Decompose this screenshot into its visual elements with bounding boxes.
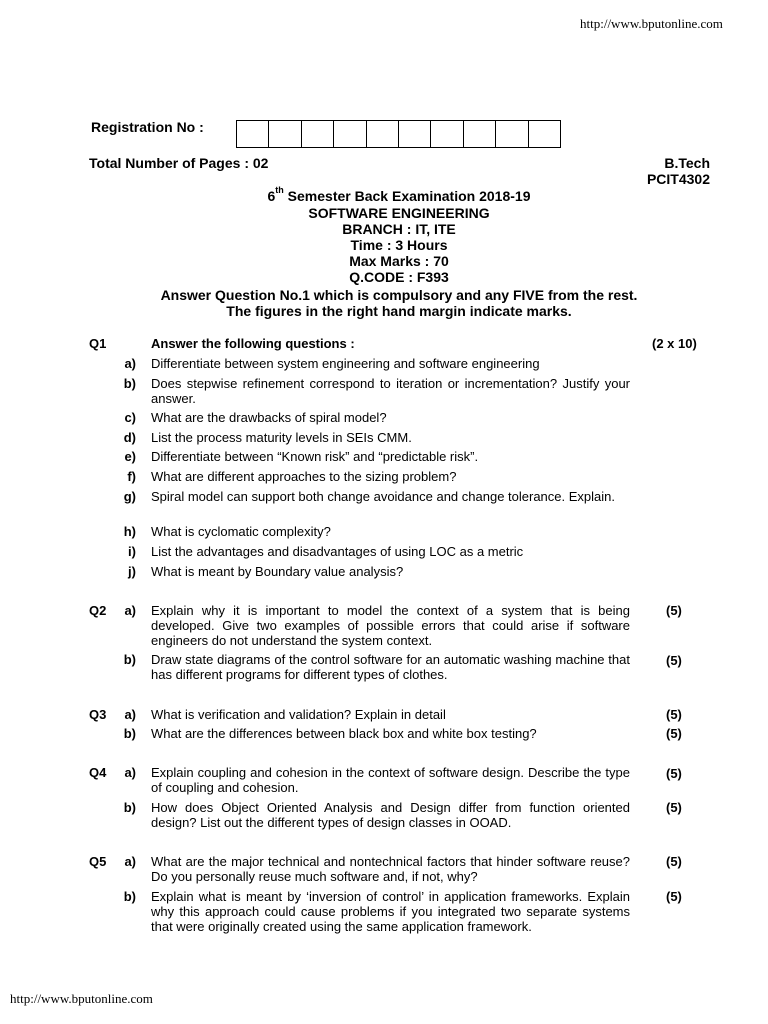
q1-marks: (2 x 10) — [652, 336, 697, 351]
q1-item-label: i) — [128, 544, 136, 559]
q4-part-label: b) — [123, 800, 136, 815]
q4-part-label: a) — [124, 765, 136, 780]
q1-item-text: Differentiate between “Known risk” and “predictable risk”. — [151, 449, 479, 464]
q1-item-text: What is cyclomatic complexity? — [151, 524, 331, 539]
q1-heading: Answer the following questions : — [151, 336, 355, 351]
q1-number: Q1 — [89, 336, 107, 351]
q3-part-text: What is verification and validation? Explain in detail — [151, 707, 446, 722]
q4-part-text: How does Object Oriented Analysis and Design differ from function oriented design? List out the different types of design classes in OOAD. — [151, 800, 630, 830]
q3-number: Q3 — [89, 707, 107, 722]
q1-item-label: e) — [124, 449, 136, 464]
q3-part-label: a) — [124, 707, 136, 722]
q1-item-label: h) — [123, 524, 136, 539]
header-url[interactable]: http://www.bputonline.com — [580, 16, 723, 31]
q2-part-text: Explain why it is important to model the context of a system that is being developed. Give two examples of possible errors that could arise if software engineers do not understand the system context. — [151, 603, 630, 648]
q2-part-label: a) — [124, 603, 136, 618]
q4-part-marks: (5) — [666, 766, 682, 781]
registration-box — [334, 121, 366, 147]
time: Time : 3 Hours — [350, 237, 448, 253]
q4-part-text: Explain coupling and cohesion in the context of software design. Describe the type of coupling and cohesion. — [151, 765, 630, 795]
registration-label: Registration No : — [91, 119, 204, 135]
q5-part-text: Explain what is meant by ‘inversion of control’ in application frameworks. Explain why this approach could cause problems if you integrated two separate systems that were originally created using the same application framework. — [151, 889, 630, 934]
q1-item-text: List the process maturity levels in SEIs CMM. — [151, 430, 412, 445]
q1-item-text: What are the drawbacks of spiral model? — [151, 410, 387, 425]
q1-item-text: Spiral model can support both change avoidance and change tolerance. Explain. — [151, 489, 615, 504]
registration-box — [302, 121, 334, 147]
q1-item-text: Does stepwise refinement correspond to iteration or incrementation? Justify your answer. — [151, 376, 630, 406]
registration-box — [269, 121, 301, 147]
q3-part-text: What are the differences between black box and white box testing? — [151, 726, 537, 741]
q1-item-text: Differentiate between system engineering and software engineering — [151, 356, 540, 371]
registration-boxes — [236, 120, 561, 148]
q5-part-label: b) — [123, 889, 136, 904]
q1-item-label: a) — [124, 356, 136, 371]
course-code: PCIT4302 — [646, 171, 710, 187]
q1-item-label: b) — [123, 376, 136, 391]
q5-part-text: What are the major technical and nontechnical factors that hinder software reuse? Do you personally reuse much software and, if not, why? — [151, 854, 630, 884]
q1-item-label: c) — [124, 410, 136, 425]
q2-part-label: b) — [123, 652, 136, 667]
q3-part-marks: (5) — [666, 707, 682, 722]
q3-part-marks: (5) — [666, 726, 682, 741]
q5-number: Q5 — [89, 854, 107, 869]
registration-box — [431, 121, 463, 147]
registration-box — [529, 121, 560, 147]
q1-item-label: g) — [123, 489, 136, 504]
semester-line: 6th Semester Back Examination 2018-19 — [267, 185, 531, 204]
q1-item-text: List the advantages and disadvantages of using LOC as a metric — [151, 544, 524, 559]
q1-item-label: j) — [128, 564, 136, 579]
q2-number: Q2 — [89, 603, 107, 618]
degree: B.Tech — [664, 155, 710, 171]
q2-part-marks: (5) — [666, 653, 682, 668]
total-pages: Total Number of Pages : 02 — [89, 155, 269, 171]
subject-title: SOFTWARE ENGINEERING — [308, 205, 490, 221]
max-marks: Max Marks : 70 — [349, 253, 449, 269]
registration-box — [496, 121, 528, 147]
q5-part-label: a) — [124, 854, 136, 869]
q5-part-marks: (5) — [666, 854, 682, 869]
q4-number: Q4 — [89, 765, 107, 780]
q2-part-text: Draw state diagrams of the control software for an automatic washing machine that has different programs for different types of clothes. — [151, 652, 630, 682]
footer-url[interactable]: http://www.bputonline.com — [10, 991, 153, 1006]
registration-box — [367, 121, 399, 147]
branch: BRANCH : IT, ITE — [342, 221, 456, 237]
qcode: Q.CODE : F393 — [349, 269, 449, 285]
instruction-1: Answer Question No.1 which is compulsory and any FIVE from the rest. — [160, 287, 638, 303]
registration-box — [399, 121, 431, 147]
q2-part-marks: (5) — [666, 603, 682, 618]
q3-part-label: b) — [123, 726, 136, 741]
q1-item-text: What is meant by Boundary value analysis? — [151, 564, 404, 579]
q1-item-text: What are different approaches to the sizing problem? — [151, 469, 457, 484]
registration-box — [237, 121, 269, 147]
q5-part-marks: (5) — [666, 889, 682, 904]
q4-part-marks: (5) — [666, 800, 682, 815]
q1-item-label: f) — [127, 469, 136, 484]
instruction-2: The figures in the right hand margin indicate marks. — [226, 303, 572, 319]
registration-box — [464, 121, 496, 147]
q1-item-label: d) — [123, 430, 136, 445]
